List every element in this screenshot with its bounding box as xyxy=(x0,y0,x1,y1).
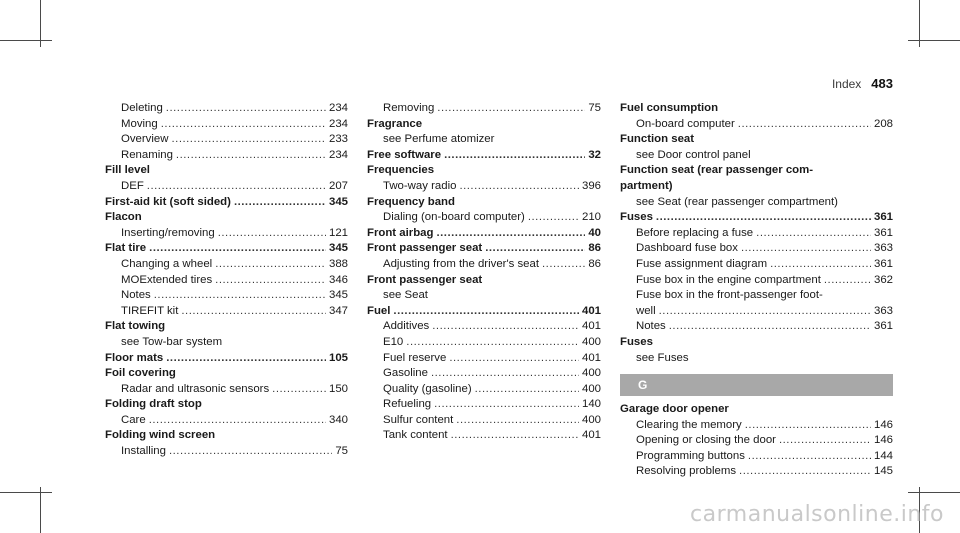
index-subentry xyxy=(367,132,601,148)
index-heading xyxy=(367,195,601,211)
entry-label: Fuel xyxy=(367,304,391,317)
dot-leader xyxy=(176,148,326,164)
entry-label: see Fuses xyxy=(636,351,689,364)
dot-leader xyxy=(406,335,579,351)
index-subentry[interactable] xyxy=(620,449,893,465)
index-subentry xyxy=(620,288,893,304)
dot-leader xyxy=(738,117,871,133)
entry-label: Folding wind screen xyxy=(105,429,216,442)
entry-label: TIREFIT kit xyxy=(121,304,179,317)
index-heading xyxy=(620,179,893,195)
index-subentry[interactable] xyxy=(620,257,893,273)
index-subentry[interactable] xyxy=(620,117,893,133)
page-reference-link[interactable]: 361 xyxy=(873,226,893,239)
entry-label: Folding draft stop xyxy=(105,398,202,411)
entry-label: see Seat xyxy=(383,289,428,302)
index-subentry xyxy=(105,335,348,351)
index-subentry xyxy=(620,351,893,367)
index-subentry[interactable] xyxy=(367,319,601,335)
entry-label: Care xyxy=(121,413,146,426)
index-subentry xyxy=(620,195,893,211)
entry-label: Floor mats xyxy=(105,351,164,364)
dot-leader xyxy=(169,444,332,460)
entry-label: Fuel consumption xyxy=(620,102,719,114)
page-reference-link[interactable]: 105 xyxy=(328,351,348,364)
page-reference-link[interactable]: 400 xyxy=(581,413,601,426)
page-reference-link[interactable]: 210 xyxy=(581,211,601,224)
dot-leader xyxy=(824,273,871,289)
entry-label: Installing xyxy=(121,445,166,458)
page-reference-link[interactable]: 146 xyxy=(873,418,893,431)
entry-label: Sulfur content xyxy=(383,413,454,426)
entry-label: Foil covering xyxy=(105,367,176,380)
crop-mark xyxy=(0,492,52,493)
index-column-1 xyxy=(105,101,348,460)
entry-label: Frequencies xyxy=(367,164,435,177)
page-reference-link[interactable]: 347 xyxy=(328,304,348,317)
entry-label: Dashboard fuse box xyxy=(636,242,738,255)
index-subentry[interactable] xyxy=(105,444,348,460)
section-letter: G xyxy=(620,374,893,396)
entry-label: Fragrance xyxy=(367,117,423,130)
crop-mark xyxy=(0,40,52,41)
index-heading xyxy=(620,101,893,117)
dot-leader xyxy=(147,179,326,195)
index-subentry xyxy=(620,148,893,164)
index-subentry[interactable] xyxy=(367,101,601,117)
page-reference-link[interactable]: 140 xyxy=(581,398,601,411)
page-reference-link[interactable]: 400 xyxy=(581,335,601,348)
entry-label: Notes xyxy=(121,289,151,302)
index-heading[interactable] xyxy=(105,195,348,211)
entry-label: Fuse assignment diagram xyxy=(636,257,768,270)
index-heading[interactable] xyxy=(620,210,893,226)
page-reference-link[interactable]: 361 xyxy=(873,320,893,333)
watermark: carmanualsonline.info xyxy=(690,502,944,527)
dot-leader xyxy=(434,397,579,413)
dot-leader xyxy=(485,241,585,257)
entry-label: Refueling xyxy=(383,398,432,411)
index-subentry[interactable] xyxy=(105,257,348,273)
index-column-2 xyxy=(367,101,601,444)
entry-label: Gasoline xyxy=(383,367,428,380)
dot-leader xyxy=(739,464,871,480)
page-reference-link[interactable]: 362 xyxy=(873,273,893,286)
page-reference-link[interactable]: 32 xyxy=(588,148,601,161)
entry-label: Changing a wheel xyxy=(121,257,213,270)
entry-label: Front airbag xyxy=(367,226,434,239)
index-subentry[interactable] xyxy=(105,179,348,195)
index-subentry xyxy=(367,288,601,304)
crop-mark xyxy=(908,492,960,493)
page-reference-link[interactable]: 401 xyxy=(581,320,601,333)
entry-label: Fuel reserve xyxy=(383,351,447,364)
page-reference-link[interactable]: 150 xyxy=(328,382,348,395)
page-reference-link[interactable]: 75 xyxy=(335,445,348,458)
page-header xyxy=(832,76,893,91)
index-heading xyxy=(367,163,601,179)
page-reference-link[interactable]: 234 xyxy=(328,148,348,161)
entry-label: Function seat xyxy=(620,133,695,146)
entry-label: Fill level xyxy=(105,164,150,177)
page-reference-link[interactable]: 363 xyxy=(873,242,893,255)
entry-label: see Perfume atomizer xyxy=(383,133,495,146)
header-title: Index xyxy=(831,77,862,91)
index-heading xyxy=(620,335,893,351)
index-subentry[interactable] xyxy=(620,226,893,242)
dot-leader xyxy=(669,319,871,335)
page-reference-link[interactable]: 121 xyxy=(328,226,348,239)
entry-label: Overview xyxy=(121,133,169,146)
dot-leader xyxy=(171,132,326,148)
dot-leader xyxy=(215,273,326,289)
dot-leader xyxy=(431,366,579,382)
dot-leader xyxy=(432,319,579,335)
crop-mark xyxy=(908,40,960,41)
index-heading[interactable] xyxy=(367,304,601,320)
index-subentry[interactable] xyxy=(367,397,601,413)
page-reference-link[interactable]: 234 xyxy=(328,102,348,114)
dot-leader xyxy=(770,257,871,273)
dot-leader xyxy=(149,413,326,429)
page-reference-link[interactable]: 345 xyxy=(328,195,348,208)
dot-leader xyxy=(166,101,326,117)
page-reference-link[interactable]: 345 xyxy=(328,242,348,255)
index-heading xyxy=(620,163,893,179)
entry-label: Two-way radio xyxy=(383,179,457,192)
entry-label: Adjusting from the driver's seat xyxy=(383,257,540,270)
entry-label: Opening or closing the door xyxy=(636,434,776,447)
index-subentry[interactable] xyxy=(367,413,601,429)
index-heading[interactable] xyxy=(367,241,601,257)
index-subentry[interactable] xyxy=(105,148,348,164)
entry-label: see Tow-bar system xyxy=(121,335,223,348)
page-number: 483 xyxy=(871,76,893,91)
dot-leader xyxy=(166,351,326,367)
page-reference-link[interactable]: 361 xyxy=(873,211,893,224)
page-reference-link[interactable]: 340 xyxy=(328,413,348,426)
dot-leader xyxy=(234,195,326,211)
entry-label: Notes xyxy=(636,320,666,333)
page-reference-link[interactable]: 401 xyxy=(581,351,601,364)
page-reference-link[interactable]: 361 xyxy=(873,257,893,270)
entry-label: Resolving problems xyxy=(636,465,737,478)
index-subentry[interactable] xyxy=(105,117,348,133)
dot-leader xyxy=(542,257,585,273)
page-reference-link[interactable]: 400 xyxy=(581,382,601,395)
index-subentry[interactable] xyxy=(620,241,893,257)
index-subentry[interactable] xyxy=(105,288,348,304)
page-reference-link[interactable]: 401 xyxy=(581,429,601,442)
entry-label: Front passenger seat xyxy=(367,273,483,286)
entry-label: Deleting xyxy=(121,102,163,114)
entry-label: Before replacing a fuse xyxy=(636,226,754,239)
index-heading xyxy=(105,319,348,335)
index-subentry[interactable] xyxy=(620,273,893,289)
entry-label: Additives xyxy=(383,320,430,333)
dot-leader xyxy=(528,210,579,226)
page-reference-link[interactable]: 75 xyxy=(588,102,601,114)
index-heading xyxy=(105,397,348,413)
index-subentry[interactable] xyxy=(105,413,348,429)
dot-leader xyxy=(451,428,579,444)
page-reference-link[interactable]: 233 xyxy=(328,133,348,146)
index-subentry[interactable] xyxy=(367,335,601,351)
index-subentry[interactable] xyxy=(620,464,893,480)
entry-label: partment) xyxy=(620,179,673,192)
entry-label: Radar and ultrasonic sensors xyxy=(121,382,270,395)
entry-label: Frequency band xyxy=(367,195,455,208)
dot-leader xyxy=(272,382,326,398)
entry-label: Inserting/removing xyxy=(121,226,215,239)
page-reference-link[interactable]: 144 xyxy=(873,449,893,462)
entry-label: Flat towing xyxy=(105,320,166,333)
dot-leader xyxy=(437,101,585,117)
index-heading xyxy=(620,132,893,148)
index-heading xyxy=(105,428,348,444)
dot-leader xyxy=(181,304,326,320)
entry-label: First-aid kit (soft sided) xyxy=(105,195,231,208)
dot-leader xyxy=(475,382,579,398)
entry-label: DEF xyxy=(121,179,144,192)
dot-leader xyxy=(741,241,871,257)
dot-leader xyxy=(779,433,871,449)
entry-label: see Seat (rear passenger compartment) xyxy=(636,195,838,208)
entry-label: Dialing (on-board computer) xyxy=(383,211,525,224)
page-reference-link[interactable]: 234 xyxy=(328,117,348,130)
page-reference-link[interactable]: 400 xyxy=(581,367,601,380)
entry-label: Front passenger seat xyxy=(367,242,483,255)
index-heading xyxy=(105,366,348,382)
index-heading[interactable] xyxy=(367,148,601,164)
dot-leader xyxy=(748,449,871,465)
index-subentry[interactable] xyxy=(105,132,348,148)
dot-leader xyxy=(444,148,585,164)
page-reference-link[interactable]: 396 xyxy=(581,179,601,192)
entry-label: Fuses xyxy=(620,335,653,348)
dot-leader xyxy=(154,288,326,304)
index-subentry[interactable] xyxy=(620,304,893,320)
index-subentry[interactable] xyxy=(367,351,601,367)
dot-leader xyxy=(436,226,585,242)
page-reference-link[interactable]: 40 xyxy=(588,226,601,239)
index-subentry[interactable] xyxy=(367,428,601,444)
dot-leader xyxy=(149,241,326,257)
index-subentry[interactable] xyxy=(105,101,348,117)
entry-label: Programming buttons xyxy=(636,449,745,462)
entry-label: Moving xyxy=(121,117,158,130)
index-heading xyxy=(367,117,601,133)
entry-label: On-board computer xyxy=(636,117,735,130)
entry-label: Quality (gasoline) xyxy=(383,382,472,395)
entry-label: Renaming xyxy=(121,148,173,161)
entry-label: Function seat (rear passenger com- xyxy=(620,164,814,177)
dot-leader xyxy=(449,351,579,367)
page-reference-link[interactable]: 388 xyxy=(328,257,348,270)
entry-label: Tank content xyxy=(383,429,448,442)
index-heading xyxy=(105,210,348,226)
index-subentry[interactable] xyxy=(367,382,601,398)
dot-leader xyxy=(161,117,326,133)
page-reference-link[interactable]: 86 xyxy=(588,242,601,255)
dot-leader xyxy=(215,257,326,273)
index-heading xyxy=(105,163,348,179)
index-subentry[interactable] xyxy=(105,226,348,242)
dot-leader xyxy=(393,304,579,320)
dot-leader xyxy=(456,413,579,429)
index-heading xyxy=(620,402,893,418)
dot-leader xyxy=(459,179,579,195)
index-subentry[interactable] xyxy=(620,418,893,434)
entry-label: Fuse box in the front-passenger foot- xyxy=(636,289,823,302)
index-subentry[interactable] xyxy=(367,257,601,273)
index-subentry[interactable] xyxy=(105,304,348,320)
index-heading[interactable] xyxy=(367,226,601,242)
index-heading[interactable] xyxy=(105,241,348,257)
entry-label: Fuse box in the engine compartment xyxy=(636,273,821,286)
page-reference-link[interactable]: 86 xyxy=(588,257,601,270)
entry-label: Removing xyxy=(383,102,435,114)
index-subentry[interactable] xyxy=(367,366,601,382)
index-heading[interactable] xyxy=(105,351,348,367)
index-subentry[interactable] xyxy=(620,433,893,449)
index-subentry[interactable] xyxy=(105,273,348,289)
entry-label: Garage door opener xyxy=(620,403,729,416)
dot-leader xyxy=(218,226,326,242)
index-column-3 xyxy=(620,101,893,480)
dot-leader xyxy=(756,226,871,242)
page-reference-link[interactable]: 363 xyxy=(873,304,893,317)
entry-label: MOExtended tires xyxy=(121,273,213,286)
index-heading xyxy=(367,273,601,289)
index-subentry[interactable] xyxy=(620,319,893,335)
entry-label: well xyxy=(636,304,656,317)
entry-label: Clearing the memory xyxy=(636,418,742,431)
page-reference-link[interactable]: 207 xyxy=(328,179,348,192)
page-reference-link[interactable]: 145 xyxy=(873,465,893,478)
page-reference-link[interactable]: 345 xyxy=(328,289,348,302)
entry-label: see Door control panel xyxy=(636,148,751,161)
dot-leader xyxy=(745,418,871,434)
page-reference-link[interactable]: 208 xyxy=(873,117,893,130)
entry-label: Free software xyxy=(367,148,442,161)
crop-mark xyxy=(40,487,41,533)
page-reference-link[interactable]: 346 xyxy=(328,273,348,286)
index-subentry[interactable] xyxy=(105,382,348,398)
entry-label: Flat tire xyxy=(105,242,147,255)
page-reference-link[interactable]: 146 xyxy=(873,434,893,447)
dot-leader xyxy=(659,304,871,320)
index-subentry[interactable] xyxy=(367,210,601,226)
dot-leader xyxy=(656,210,871,226)
entry-label: Fuses xyxy=(620,211,653,224)
entry-label: Flacon xyxy=(105,211,142,224)
page-reference-link[interactable]: 401 xyxy=(581,304,601,317)
entry-label: E10 xyxy=(383,335,404,348)
index-subentry[interactable] xyxy=(367,179,601,195)
